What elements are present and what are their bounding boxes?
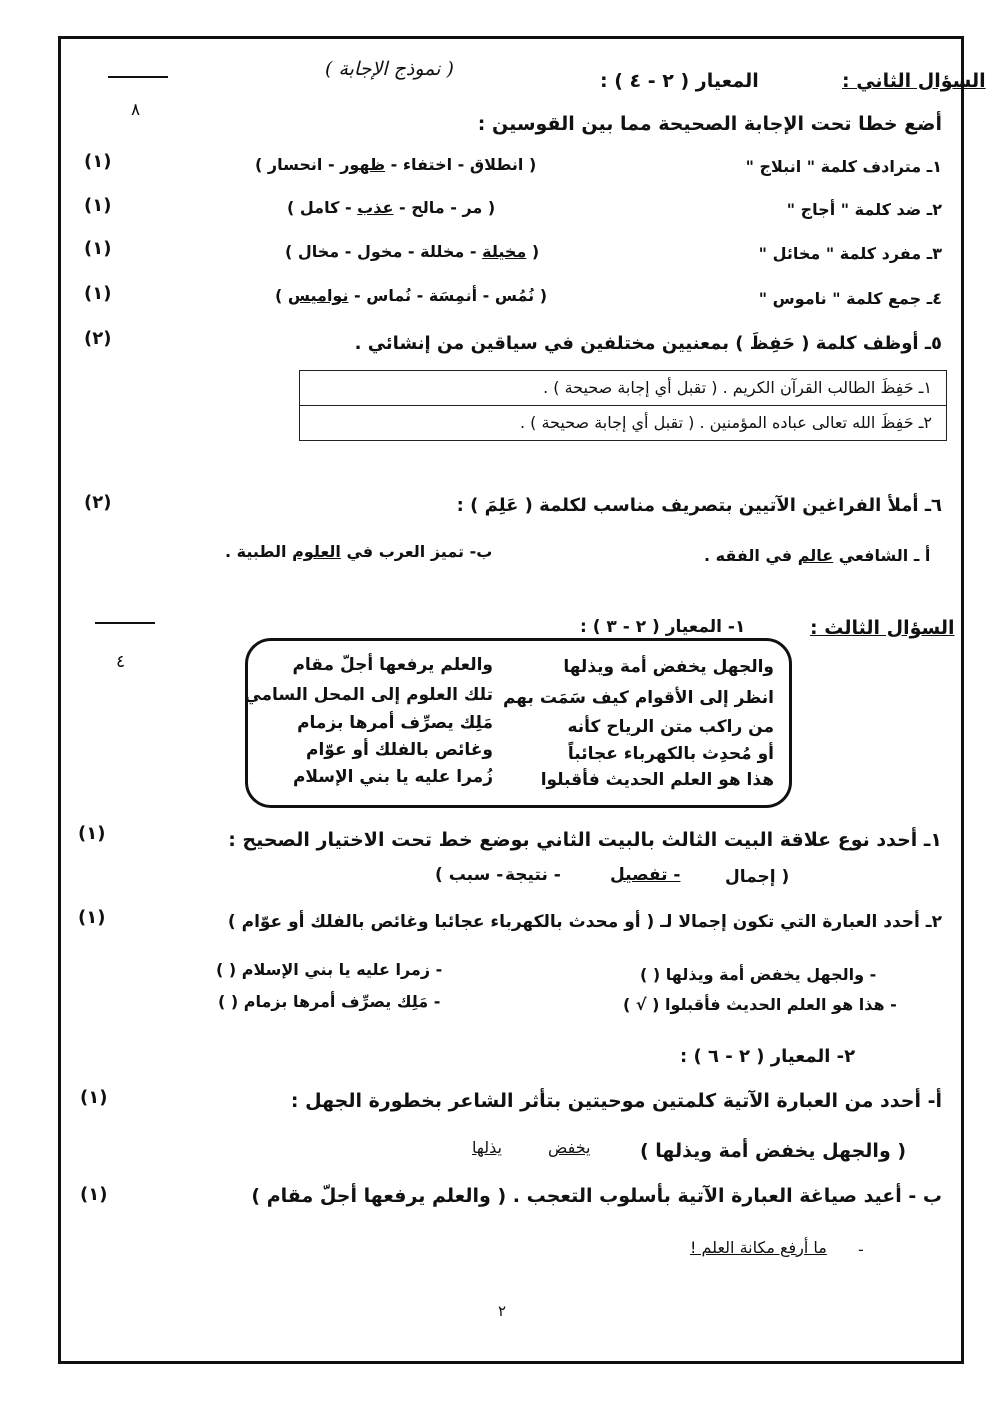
verse-4-left: وغائص بالفلك أو عوّام bbox=[306, 740, 493, 760]
item4-answer: نواميس bbox=[287, 286, 349, 305]
item2-options: ( مر - مالح - عذب - كامل ) bbox=[287, 198, 496, 217]
item6-a-before: أ ـ الشافعي bbox=[838, 546, 931, 565]
q2-title: السؤال الثاني : bbox=[842, 70, 986, 92]
item4-prompt: ٤ـ جمع كلمة " ناموس " bbox=[758, 289, 942, 308]
q3-item2-choice-4: - مَلِك يصرِّف أمرها بزمام ( ) bbox=[218, 992, 441, 1011]
item6-b-after: الطبية . bbox=[225, 542, 287, 561]
verse-5-left: زُمرا عليه يا بني الإسلام bbox=[292, 767, 493, 787]
q3-item-a-quote: ( والجهل يخفض أمة ويذلها ) bbox=[640, 1140, 907, 1162]
q3-item-a-mark: (١) bbox=[80, 1087, 108, 1108]
item6-b bbox=[225, 542, 492, 561]
item5-answer-table bbox=[299, 370, 947, 441]
q3-item-b-mark: (١) bbox=[80, 1184, 108, 1205]
verse-3-right: من راكب متن الرياح كأنه bbox=[567, 717, 774, 737]
verse-4-right: أو مُحدِث بالكهرباء عجائباً bbox=[567, 744, 774, 764]
item6-prompt: ٦ـ أملأ الفراغين الآتيين بتصريف مناسب لكلمة ( عَلِمَ ) : bbox=[456, 495, 942, 516]
item6-a-after: في الفقه . bbox=[704, 546, 793, 565]
q3-item-a-answer-1: يخفض bbox=[548, 1138, 591, 1157]
verse-2-left: تلك العلوم إلى المحل السامي bbox=[244, 685, 493, 705]
item3-answer: مخيلة bbox=[482, 242, 527, 261]
item2-prompt: ٢ـ ضد كلمة " أجاج " bbox=[786, 200, 942, 219]
verse-2-right: انظر إلى الأقوام كيف سَمَت بهم bbox=[502, 688, 774, 708]
q3-item1-opt3: - نتيجة bbox=[505, 865, 561, 885]
q3-score-line bbox=[95, 622, 155, 624]
item3-options: ( مخيلة - مخللة - مخول - مخال ) bbox=[285, 242, 540, 261]
q3-item-b-prompt: ب - أعيد صياغة العبارة الآتية بأسلوب التعجب . ( والعلم يرفعها أجلّ مقام ) bbox=[251, 1185, 942, 1207]
item4-mark: (١) bbox=[84, 283, 112, 304]
q3-standard2: ٢- المعيار ( ٢ - ٦ ) : bbox=[680, 1046, 856, 1067]
q3-item2-choice-2: - زمرا عليه يا بني الإسلام ( ) bbox=[216, 960, 443, 979]
q3-standard1: ١- المعيار ( ٢ - ٣ ) : bbox=[580, 617, 746, 637]
item5-prompt: ٥ـ أوظف كلمة ( حَفِظَ ) بمعنيين مختلفين في سياقين من إنشائي . bbox=[354, 333, 942, 354]
item2-mark: (١) bbox=[84, 195, 112, 216]
item5-mark: (٢) bbox=[84, 328, 112, 349]
item4-options: ( نُمُس - أنمِسَة - نُماس - نواميس ) bbox=[275, 286, 548, 305]
q3-item-a-answer-2: يذلها bbox=[472, 1138, 502, 1157]
item5-answer-2: ٢ـ حَفِظَ الله تعالى عباده المؤمنين . ( تقبل أي إجابة صحيحة ) . bbox=[300, 405, 946, 440]
q3-score: ٤ bbox=[116, 652, 126, 672]
item1-prompt: ١ـ مترادف كلمة " انبلاج " bbox=[745, 157, 942, 176]
page-number: ٢ bbox=[498, 1302, 507, 1320]
instruction: أضع خطا تحت الإجابة الصحيحة مما بين القوسين : bbox=[477, 113, 942, 135]
q2-standard: المعيار ( ٢ - ٤ ) : bbox=[600, 70, 759, 92]
q3-item2-mark: (١) bbox=[78, 907, 106, 928]
item6-b-answer: العلوم bbox=[292, 542, 341, 561]
q3-item-b-dash: - bbox=[858, 1240, 864, 1259]
q2-score: ٨ bbox=[131, 100, 141, 120]
item2-answer: عذب bbox=[357, 198, 394, 217]
item1-answer: ظهور bbox=[340, 155, 386, 174]
verse-5-right: هذا هو العلم الحديث فأقبلوا bbox=[540, 770, 774, 790]
q3-item1-opt4: - سبب ) bbox=[435, 865, 504, 885]
item5-answer-1: ١ـ حَفِظَ الطالب القرآن الكريم . ( تقبل أي إجابة صحيحة ) . bbox=[543, 378, 932, 397]
q3-item2-prompt: ٢ـ أحدد العبارة التي تكون إجمالا لـ ( أو محدث بالكهرباء عجائبا وغائص بالفلك أو عوّام ) bbox=[227, 912, 942, 932]
q3-item1-prompt: ١ـ أحدد نوع علاقة البيت الثالث بالبيت الثاني بوضع خط تحت الاختيار الصحيح : bbox=[228, 829, 942, 851]
item6-b-before: ب- تميز العرب في bbox=[346, 542, 493, 561]
item3-mark: (١) bbox=[84, 238, 112, 259]
score-line bbox=[108, 76, 168, 78]
model-answer-label: ( نموذج الإجابة ) bbox=[325, 58, 454, 80]
q3-item2-choice-3: - هذا هو العلم الحديث فأقبلوا ( √ ) bbox=[623, 995, 897, 1014]
verse-1-left: والعلم يرفعها أجلّ مقام bbox=[292, 655, 493, 675]
q3-item1-mark: (١) bbox=[78, 823, 106, 844]
q3-item1-opt2: - تفصيل bbox=[610, 865, 681, 885]
q3-item-a-prompt: أ- أحدد من العبارة الآتية كلمتين موحيتين بتأثر الشاعر بخطورة الجهل : bbox=[290, 1090, 942, 1112]
item6-a-answer: عالم bbox=[797, 546, 834, 565]
q3-item1-opt1: ( إجمال bbox=[725, 867, 790, 887]
item6-a bbox=[704, 546, 930, 565]
verse-3-left: مَلِك يصرِّف أمرها بزمام bbox=[297, 713, 493, 733]
item1-options: ( انطلاق - اختفاء - ظهور - انحسار ) bbox=[255, 155, 537, 174]
q3-item-b-answer: ما أرفع مكانة العلم ! bbox=[690, 1238, 827, 1257]
q3-title: السؤال الثالث : bbox=[810, 617, 955, 639]
item1-mark: (١) bbox=[84, 151, 112, 172]
q3-item2-choice-1: - والجهل يخفض أمة ويذلها ( ) bbox=[640, 965, 877, 984]
item6-mark: (٢) bbox=[84, 492, 112, 513]
item3-prompt: ٣ـ مفرد كلمة " مخائل " bbox=[758, 244, 942, 263]
verse-1-right: والجهل يخفض أمة ويذلها bbox=[563, 657, 774, 677]
